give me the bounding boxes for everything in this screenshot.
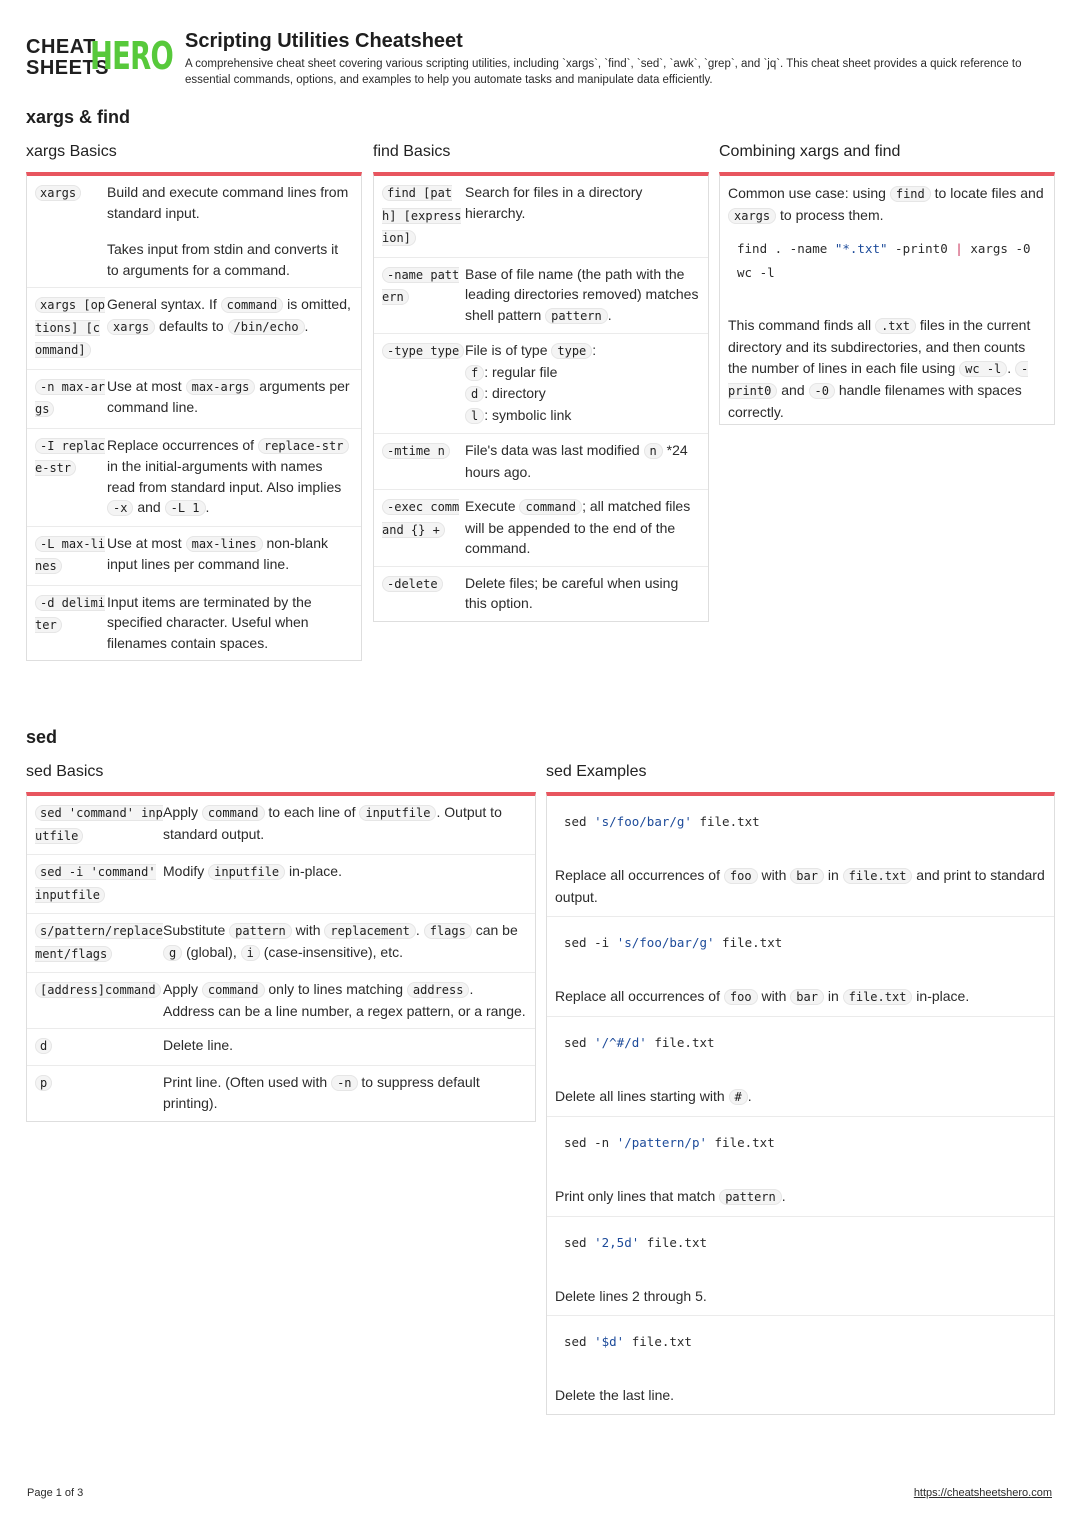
example-description: Delete the last line. [555,1387,675,1403]
row-description: File is of type type : f : regular file d : directory l : symbolic link [465,342,597,423]
row-description: Search for files in a directory hierarchy. [465,184,643,221]
option-key: -delete [382,576,443,592]
xargs-basics-title: xargs Basics [26,143,117,160]
row-description: Input items are terminated by the specified character. Useful when filenames contain spaces. [107,593,312,651]
table-row [27,914,535,973]
table-row [27,973,535,1029]
table-row [27,1029,535,1066]
example-block [547,1017,1054,1117]
table-row [27,855,535,914]
row-description: Use at most max-args arguments per command line. [107,377,350,415]
table-row [374,490,708,567]
example-description: Replace all occurrences of foo with bar in file.txt in-place. [555,988,970,1004]
table-row [27,586,361,661]
option-key: s/pattern/replacement/flags [35,924,163,961]
option-key: -exec command {} + [382,500,460,537]
section-heading-sed: sed [26,727,58,747]
row-description: Apply command to each line of inputfile . Output to standard output. [163,804,502,842]
row-description: Print line. (Often used with -n to suppress default printing). [163,1073,480,1111]
option-key: xargs [35,185,81,201]
example-block [547,917,1054,1017]
sed-basics-title: sed Basics [26,763,104,780]
logo-sheets: SHEETS [26,57,110,79]
example-description: Delete all lines starting with # . [555,1088,752,1104]
option-key: -d delimiter [35,595,106,632]
row-description: Delete files; be careful when using this option. [465,574,679,611]
example-description: Replace all occurrences of foo with bar in file.txt and print to standard output. [555,867,1045,905]
table-row [374,258,708,335]
table-row [374,176,708,258]
example-block [547,1117,1054,1217]
row-description: Modify inputfile in-place. [163,863,342,879]
combining-card [719,172,1055,425]
row-description: Delete line. [163,1037,234,1053]
option-key: -name pattern [382,267,460,304]
combining-intro: Common use case: using find to locate files and xargs to process them. [728,185,1044,223]
table-row [27,796,535,855]
table-row [374,567,708,621]
logo-hero: HERO [90,34,174,78]
row-description: Substitute pattern with replacement . flags can be g (global), i (case-insensitive), etc. [163,922,518,960]
example-description: Print only lines that match pattern . [555,1188,786,1204]
example-code: sed -n '/pattern/p' file.txt [564,1135,775,1150]
example-block [547,796,1054,917]
table-row [27,1066,535,1121]
example-code: sed '2,5d' file.txt [564,1235,707,1250]
row-description: File's data was last modified n *24 hours ago. [465,442,688,480]
example-block [547,1316,1054,1414]
option-key: -mtime n [382,443,450,459]
option-key: sed 'command' inputfile [35,806,163,843]
option-key: -type type [382,343,464,359]
example-code: sed -i 's/foo/bar/g' file.txt [564,935,783,950]
option-key: sed -i 'command' inputfile [35,865,156,902]
option-key: d [35,1038,52,1054]
example-code: sed '$d' file.txt [564,1334,692,1349]
option-key: -L max-lines [35,536,106,573]
option-key: xargs [options] [command] [35,298,106,357]
table-row [374,334,708,434]
logo-cheat: CHEAT [26,36,96,58]
page-title: Scripting Utilities Cheatsheet [185,30,463,52]
combining-explanation: This command finds all .txt files in the current directory and its subdirectories, and then counts the number of lines in each file using wc -l . -print0 and -0 handle filenames with spaces correctly. [728,317,1031,420]
table-row [27,527,361,586]
table-row [27,429,361,527]
example-description: Delete lines 2 through 5. [555,1288,707,1304]
page-header [26,30,1056,90]
section-heading-xargs-find: xargs & find [26,107,131,127]
row-description: Build and execute command lines from standard input. [107,184,349,221]
option-key: find [path] [expression] [382,186,462,245]
combining-title: Combining xargs and find [719,143,901,160]
table-row [27,370,361,429]
sed-basics-card [26,792,536,1122]
example-block [547,1217,1054,1316]
site-link[interactable]: https://cheatsheetshero.com [913,1487,1052,1499]
option-key: -n max-args [35,379,106,416]
sed-examples-title: sed Examples [546,763,647,780]
example-code: sed 's/foo/bar/g' file.txt [564,814,760,829]
combining-code-block: find . -name "*.txt" -print0 | xargs -0 wc -l [737,241,1031,280]
page-description: A comprehensive cheat sheet covering various scripting utilities, including `xargs`, `find`, `sed`, `awk`, `grep`, and `jq`. This cheat sheet provides a quick reference to essential commands, options, and examples to help you automate tasks and manipulate data efficiently. [185,58,1022,86]
row-description: Apply command only to lines matching address . Address can be a line number, a regex pattern, or a range. [163,981,526,1019]
cheatsheetshero-logo[interactable] [26,36,174,80]
option-key: -I replace-str [35,438,106,475]
row-description: Use at most max-lines non-blank input lines per command line. [107,534,329,572]
find-basics-title: find Basics [373,143,451,160]
sed-examples-card [546,792,1055,1415]
row-description: Execute command ; all matched files will be appended to the end of the command. [465,498,691,556]
row-description: Takes input from stdin and converts it to arguments for a command. [107,241,339,278]
find-basics-card [373,172,709,622]
example-code: sed '/^#/d' file.txt [564,1035,715,1050]
row-description: Replace occurrences of replace-str in the initial-arguments with names read from standard input. Also implies -x and -L 1 . [107,435,353,519]
page-number: Page 1 of 3 [27,1487,84,1499]
row-description: General syntax. If command is omitted, xargs defaults to /bin/echo . [107,296,351,334]
table-row [374,434,708,490]
option-key: [address]command [35,982,161,998]
table-row [27,288,361,370]
option-key: p [35,1075,52,1091]
table-row [27,176,361,288]
xargs-basics-card [26,172,362,661]
row-description: Base of file name (the path with the leading directories removed) matches shell pattern pattern . [465,265,699,323]
